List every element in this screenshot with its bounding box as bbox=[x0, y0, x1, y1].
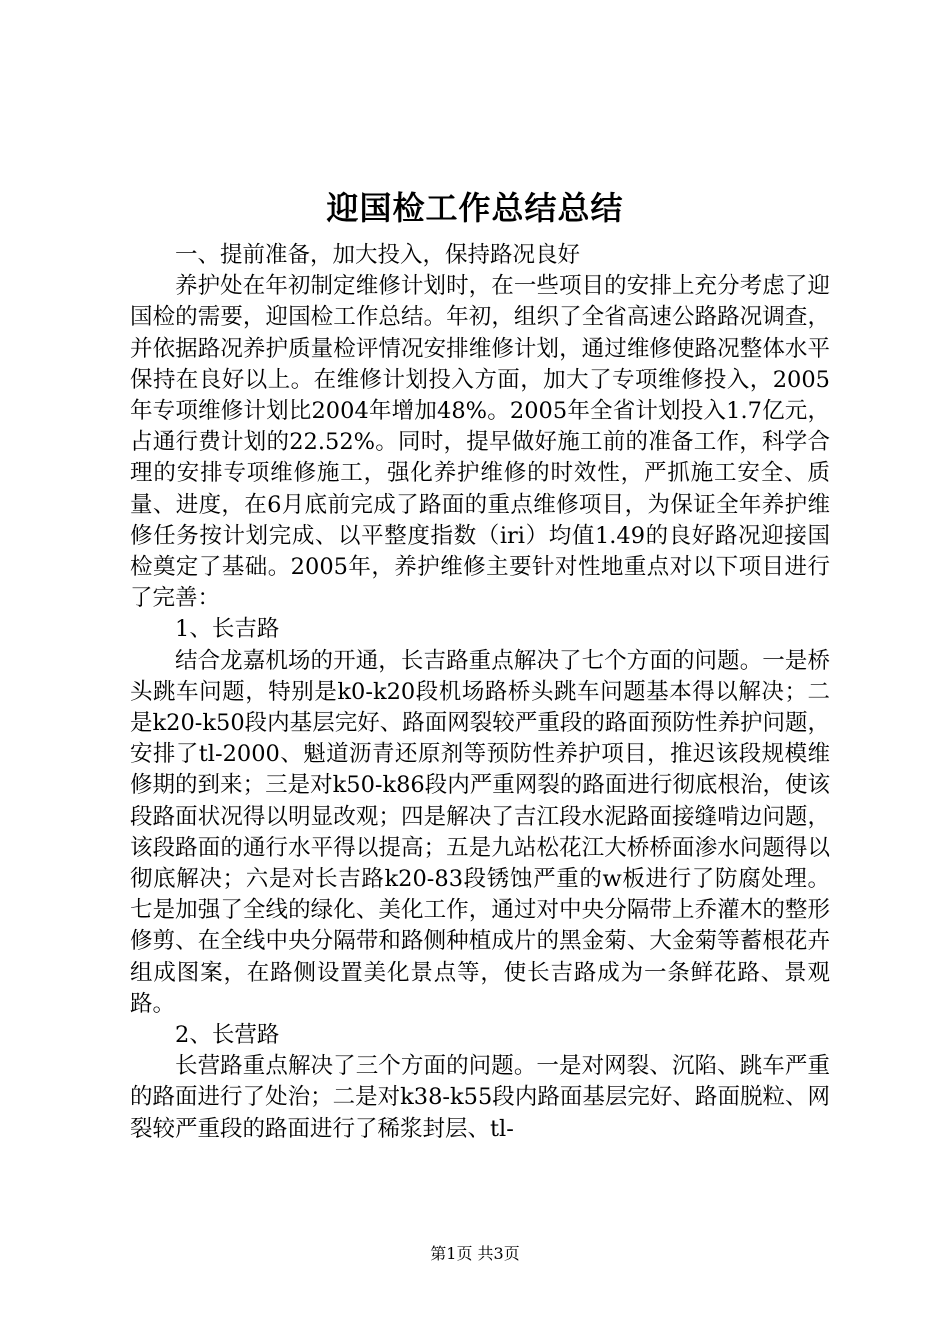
body-paragraph: 养护处在年初制定维修计划时，在一些项目的安排上充分考虑了迎国检的需要，迎国检工作总结。年初，组织了全省高速公路路况调查，并依据路况养护质量检评情况安排维修计划，通过维修使路况整体水平保持在良好以上。在维修计划投入方面，加大了专项维修投入，2005年专项维修计划比2004年增加48%。2005年全省计划投入1.7亿元，占通行费计划的22.52%。同时，提早做好施工前的准备工作，科学合理的安排专项维修施工，强化养护维修的时效性，严抓施工安全、质量、进度，在6月底前完成了路面的重点维修项目，为保证全年养护维修任务按计划完成、以平整度指数（iri）均值1.49的良好路况迎接国检奠定了基础。2005年，养护维修主要针对性地重点对以下项目进行了完善： bbox=[130, 273, 830, 612]
section-heading-1: 一、提前准备，加大投入，保持路况良好 bbox=[175, 242, 581, 268]
document-title: 迎国检工作总结总结 bbox=[326, 189, 624, 227]
document-body bbox=[130, 240, 830, 1145]
body-paragraph: 结合龙嘉机场的开通，长吉路重点解决了七个方面的问题。一是桥头跳车问题，特别是k0-k20段机场路桥头跳车问题基本得以解决；二是k20-k50段内基层完好、路面网裂较严重段的路面预防性养护问题，安排了tl-2000、魁道沥青还原剂等预防性养护项目，推迟该段规模维修期的到来；三是对k50-k86段内严重网裂的路面进行彻底根治，使该段路面状况得以明显改观；四是解决了吉江段水泥路面接缝啃边问题，该段路面的通行水平得以提高；五是九站松花江大桥桥面渗水问题得以彻底解决；六是对长吉路k20-83段锈蚀严重的w板进行了防腐处理。七是加强了全线的绿化、美化工作，通过对中央分隔带上乔灌木的整形修剪、在全线中央分隔带和路侧种植成片的黑金菊、大金菊等蓄根花卉组成图案，在路侧设置美化景点等，使长吉路成为一条鲜花路、景观路。 bbox=[130, 647, 830, 1017]
page-number-footer: 第1页 共3页 bbox=[430, 1244, 520, 1263]
subsection-heading-changying: 2、长营路 bbox=[175, 1022, 280, 1049]
subsection-heading-changji: 1、长吉路 bbox=[175, 616, 280, 643]
body-paragraph: 长营路重点解决了三个方面的问题。一是对网裂、沉陷、跳车严重的路面进行了处治；二是对k38-k55段内路面基层完好、路面脱粒、网裂较严重段的路面进行了稀浆封层、tl- bbox=[130, 1053, 830, 1142]
